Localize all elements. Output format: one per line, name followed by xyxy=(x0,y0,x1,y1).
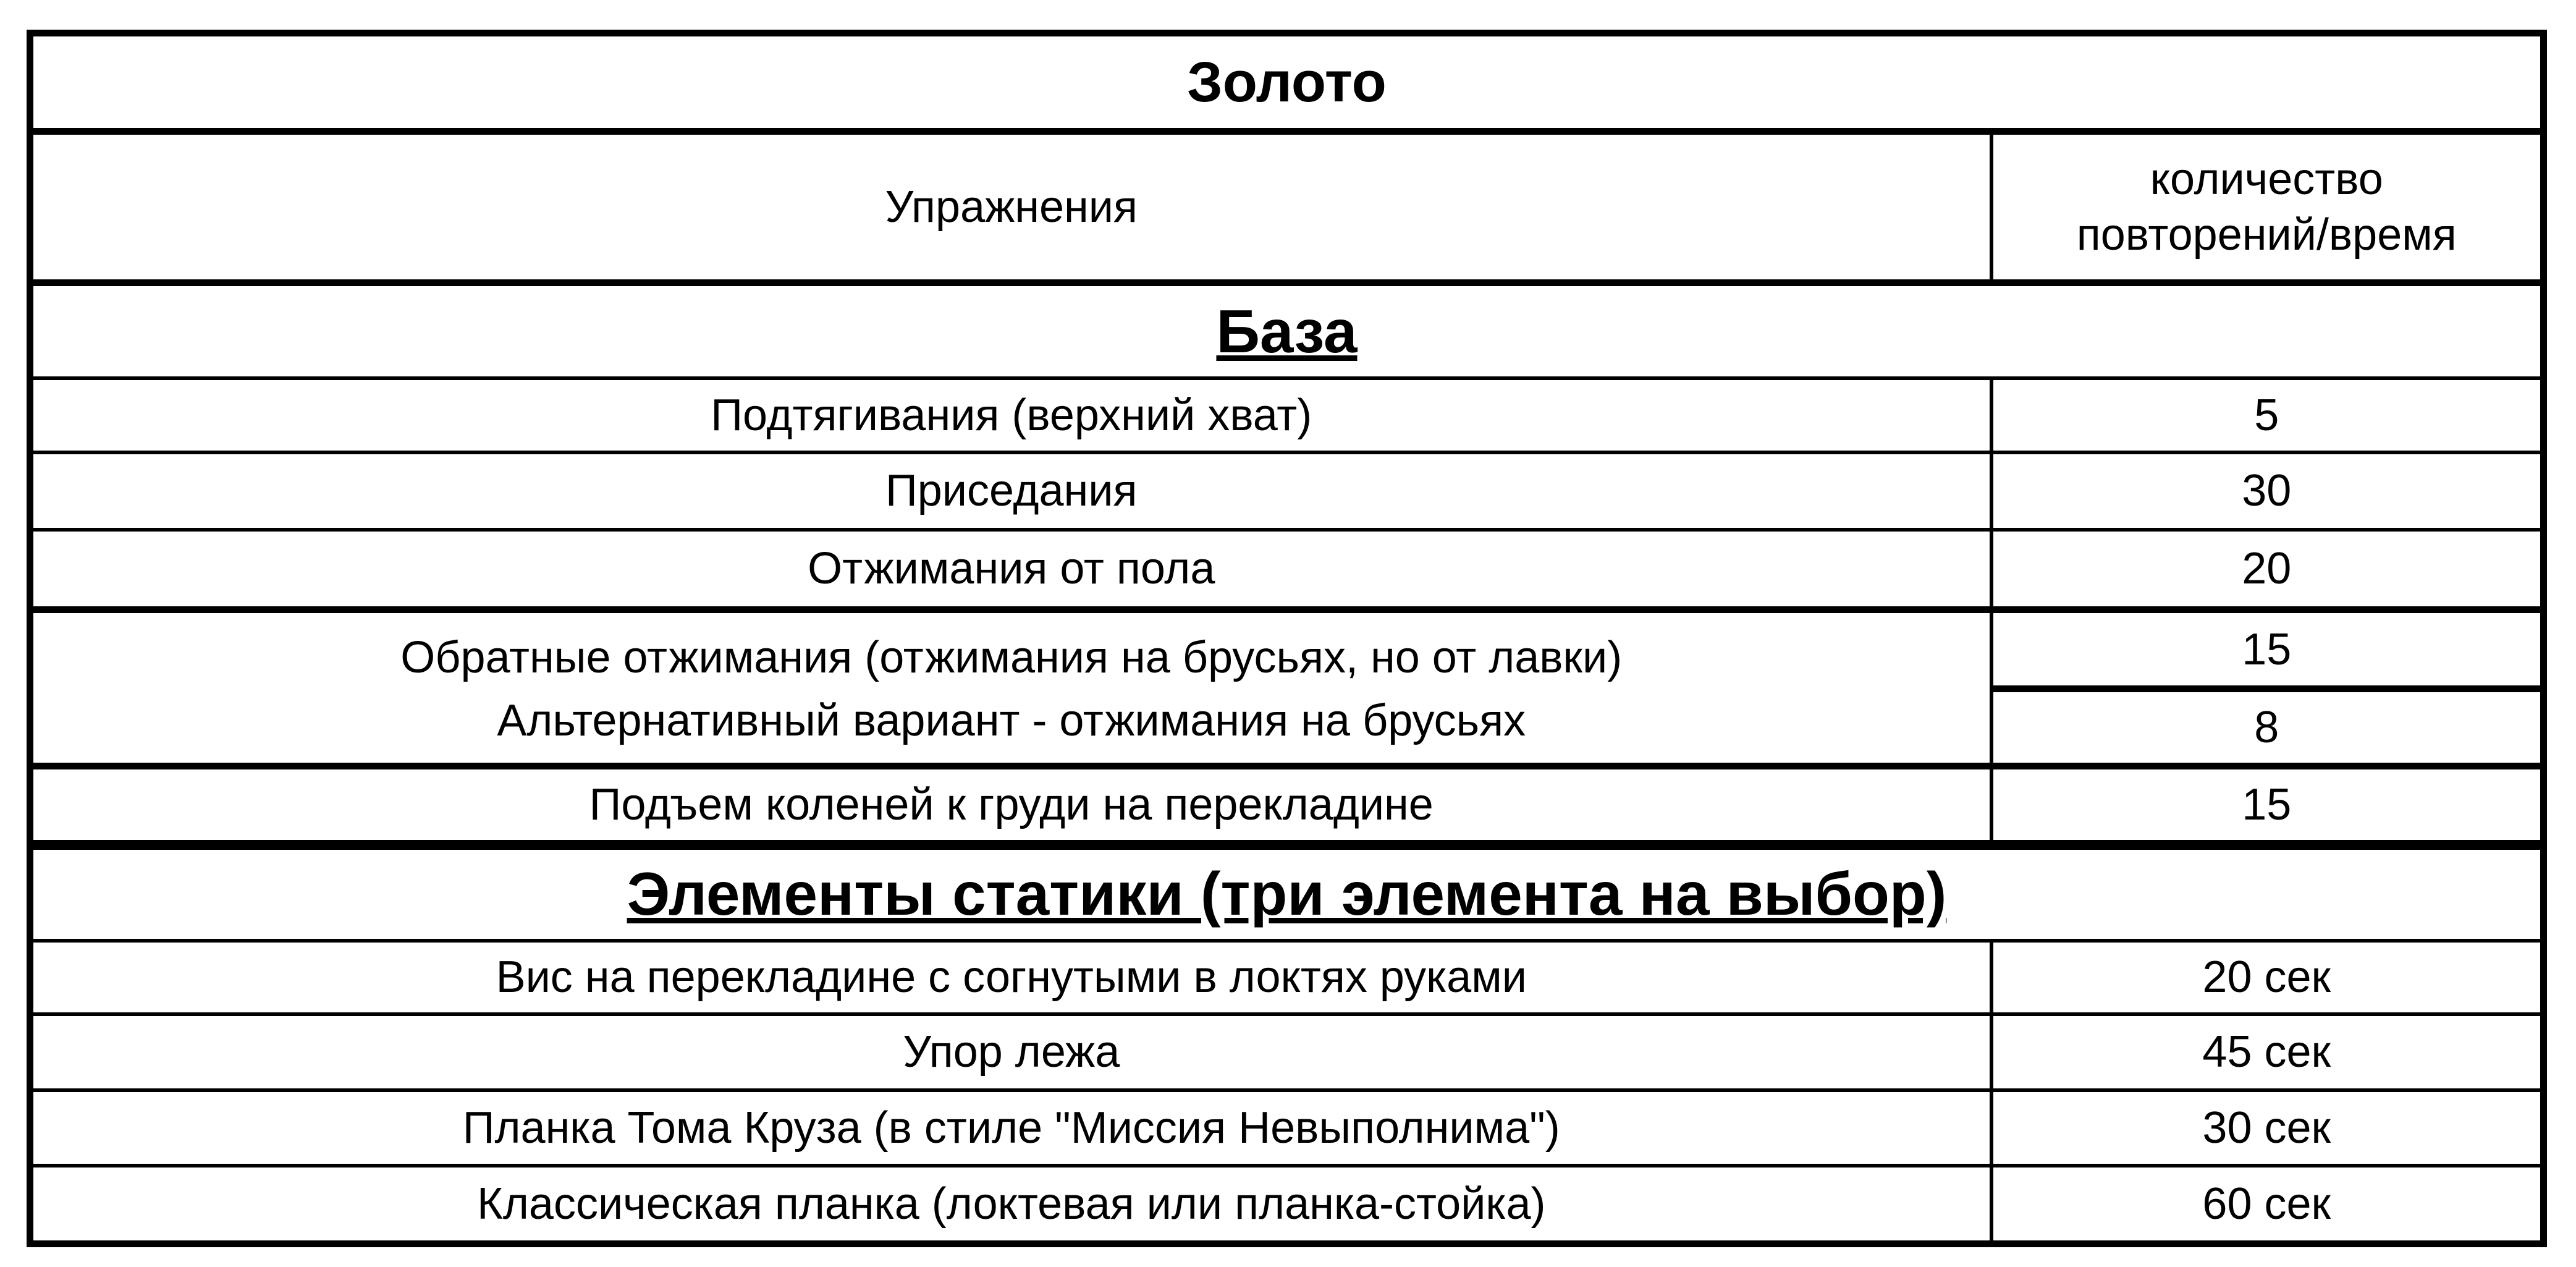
table-row xyxy=(30,1090,2544,1166)
table-title: Золото xyxy=(30,33,2544,132)
workout-table xyxy=(27,30,2547,1247)
exercise-cell: Подтягивания (верхний хват) xyxy=(30,378,1991,452)
count-cell: 5 xyxy=(1991,378,2544,452)
table-row xyxy=(30,766,2544,845)
count-cell: 45 сек xyxy=(1991,1014,2544,1090)
section-row xyxy=(30,283,2544,378)
exercise-cell: Отжимания от пола xyxy=(30,530,1991,610)
section-heading-base: База xyxy=(30,283,2544,378)
exercise-cell: Подъем коленей к груди на перекладине xyxy=(30,766,1991,845)
exercise-cell: Планка Тома Круза (в стиле "Миссия Невыполнима") xyxy=(30,1090,1991,1166)
count-cell: 60 сек xyxy=(1991,1166,2544,1244)
count-cell: 15 xyxy=(1991,610,2544,689)
table-row xyxy=(30,1166,2544,1244)
table-row xyxy=(30,530,2544,610)
count-cell: 30 xyxy=(1991,452,2544,530)
header-count: количество повторений/время xyxy=(1991,132,2544,283)
count-cell: 30 сек xyxy=(1991,1090,2544,1166)
table-row xyxy=(30,378,2544,452)
section-row xyxy=(30,845,2544,941)
exercise-cell: Вис на перекладине с согнутыми в локтях руками xyxy=(30,941,1991,1014)
exercise-cell: Приседания xyxy=(30,452,1991,530)
table-row xyxy=(30,610,2544,689)
count-cell: 8 xyxy=(1991,689,2544,766)
table-row xyxy=(30,452,2544,530)
exercise-cell: Классическая планка (локтевая или планка-стойка) xyxy=(30,1166,1991,1244)
exercise-cell: Упор лежа xyxy=(30,1014,1991,1090)
exercise-cell: Обратные отжимания (отжимания на брусьях, но от лавки) xyxy=(30,610,1991,689)
table-row xyxy=(30,941,2544,1014)
header-row xyxy=(30,132,2544,283)
header-exercise: Упражнения xyxy=(30,132,1991,283)
exercise-cell: Альтернативный вариант - отжимания на брусьях xyxy=(30,689,1991,766)
count-cell: 20 сек xyxy=(1991,941,2544,1014)
table-row xyxy=(30,689,2544,766)
count-cell: 20 xyxy=(1991,530,2544,610)
section-heading-static: Элементы статики (три элемента на выбор) xyxy=(30,845,2544,941)
count-cell: 15 xyxy=(1991,766,2544,845)
table-row xyxy=(30,1014,2544,1090)
title-row xyxy=(30,33,2544,132)
